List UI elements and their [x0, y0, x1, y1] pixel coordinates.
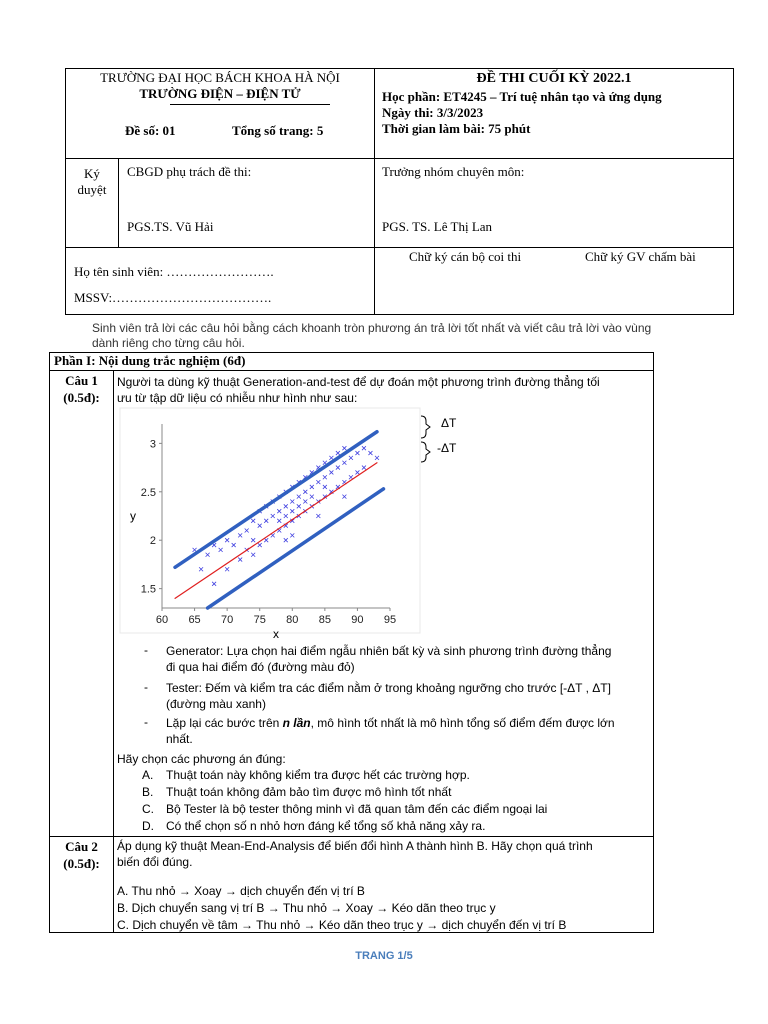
q1-text-line2: ưu từ tập dữ liệu có nhiễu như hình như sau: — [117, 391, 358, 405]
header-table-bottom-border — [65, 314, 734, 315]
header-table-middle-border — [374, 68, 375, 315]
q1-bullet1-line1: Generator: Lựa chọn hai điểm ngẫu nhiên bất kỳ và sinh phương trình đường thẳng — [166, 644, 612, 658]
school-name: TRƯỜNG ĐIỆN – ĐIỆN TỬ — [139, 86, 301, 101]
approval-label-line1: Ký — [84, 166, 100, 181]
total-pages: Tổng số trang: 5 — [232, 123, 324, 138]
y-tick-label: 1.5 — [140, 583, 156, 596]
questions-table-right-border — [653, 352, 654, 933]
x-axis-label: x — [273, 627, 279, 638]
q2-label: Câu 2 — [65, 839, 98, 854]
option-text: Bộ Tester là bộ tester thông minh vì đã quan tâm đến các điểm ngoại lai — [166, 802, 548, 816]
q1-bullet1-line2: đi qua hai điểm đó (đường màu đỏ) — [166, 660, 355, 674]
q1-bullet3-line2: nhất. — [166, 732, 193, 746]
option-key: C. — [142, 802, 154, 816]
part1-title-border — [49, 370, 653, 371]
chart-frame — [120, 408, 420, 633]
page-number: TRANG 1/5 — [355, 950, 413, 962]
scatter-chart — [115, 406, 475, 638]
lower-band-label: -ΔT — [437, 441, 457, 455]
q1-bullet2-line2: (đường màu xanh) — [166, 697, 266, 711]
student-name-field[interactable]: Họ tên sinh viên: ……………………. — [74, 264, 274, 279]
lecturer-role: CBGD phụ trách đề thi: — [127, 164, 252, 179]
header-table-top-border — [65, 68, 734, 69]
bullet3-emphasis: n lần — [282, 716, 311, 730]
approval-label-line2: duyệt — [77, 182, 107, 197]
y-tick-label: 2.5 — [140, 486, 156, 499]
q1-text-line1: Người ta dùng kỹ thuật Generation-and-test để dự đoán một phương trình đường thẳng tối — [117, 375, 600, 389]
header-table-row1-border — [65, 158, 734, 159]
x-tick-label: 90 — [351, 614, 364, 626]
x-tick-label: 85 — [318, 614, 331, 626]
option-text: Thuật toán này không kiểm tra được hết các trường hợp. — [166, 768, 470, 782]
q1-bullet3-line1 — [166, 715, 615, 731]
bullet3-text-post: , mô hình tốt nhất là mô hình tổng số điểm đếm được lớn — [310, 716, 615, 730]
y-tick-label: 2 — [149, 535, 156, 548]
y-axis-label: y — [130, 509, 136, 523]
lecturer-name: PGS.TS. Vũ Hải — [127, 219, 214, 234]
exam-code: Đề số: 01 — [125, 123, 176, 138]
approval-column-border — [118, 158, 119, 248]
q2-option-c[interactable]: C. Dịch chuyển về tâm → Thu nhỏ → Kéo dãn theo trục y → dịch chuyển đến vị trí B — [117, 918, 567, 932]
x-tick-label: 80 — [286, 614, 299, 626]
head-name: PGS. TS. Lê Thị Lan — [382, 219, 493, 234]
exam-duration: Thời gian làm bài: 75 phút — [382, 121, 531, 136]
q2-points: (0.5đ): — [63, 856, 100, 871]
x-tick-label: 70 — [221, 614, 234, 626]
student-id-field[interactable]: MSSV:………………………………. — [74, 290, 272, 305]
q1-option-a[interactable] — [142, 767, 470, 783]
bullet-dash: - — [144, 643, 148, 657]
university-name: TRƯỜNG ĐẠI HỌC BÁCH KHOA HÀ NỘI — [100, 70, 340, 85]
q1-bullet2-line1: Tester: Đếm và kiểm tra các điểm nằm ở trong khoảng ngưỡng cho trước [-ΔT , ΔT] — [166, 681, 611, 695]
q1-points: (0.5đ): — [63, 390, 100, 405]
q2-text-line1: Áp dụng kỹ thuật Mean-End-Analysis để biến đổi hình A thành hình B. Hãy chọn quá trình — [117, 839, 593, 853]
y-tick-label: 3 — [149, 438, 156, 451]
instructions-line2: dành riêng cho từng câu hỏi. — [92, 336, 245, 350]
q1-bottom-border — [49, 836, 653, 837]
x-tick-label: 95 — [383, 614, 397, 626]
option-text: Thuật toán không đảm bảo tìm được mô hình tốt nhất — [166, 785, 452, 799]
approval-label — [66, 166, 118, 198]
part1-title: Phần I: Nội dung trắc nghiệm (6đ) — [54, 353, 246, 368]
proctor-signature-label: Chữ ký cán bộ coi thi — [409, 249, 522, 264]
course-info: Học phần: ET4245 – Trí tuệ nhân tạo và ứng dụng — [382, 89, 662, 104]
q2-option-b[interactable]: B. Dịch chuyển sang vị trí B → Thu nhỏ → Xoay → Kéo dãn theo trục y — [117, 901, 496, 915]
x-tick-label: 60 — [155, 614, 169, 626]
x-tick-label: 65 — [188, 614, 201, 626]
option-key: B. — [142, 785, 154, 799]
question-label-column-border — [113, 370, 114, 933]
q2-option-a[interactable]: A. Thu nhỏ → Xoay → dịch chuyển đến vị trí B — [117, 884, 365, 898]
bullet-dash: - — [144, 680, 148, 694]
option-key: A. — [142, 768, 154, 782]
q1-option-c[interactable] — [142, 801, 548, 817]
option-text: Có thể chọn số n nhỏ hơn đáng kể tổng số khả năng xảy ra. — [166, 819, 486, 833]
header-table-row2-border — [65, 247, 734, 248]
instructions-line1: Sinh viên trả lời các câu hỏi bằng cách khoanh tròn phương án trả lời tốt nhất và viết câu trả lời vào vùng — [92, 321, 652, 335]
grader-signature-label: Chữ ký GV chấm bài — [585, 249, 696, 264]
bullet-dash: - — [144, 715, 148, 729]
q1-option-b[interactable] — [142, 784, 452, 800]
upper-band-label: ΔT — [441, 416, 457, 430]
option-key: D. — [142, 819, 154, 833]
lower-band-brace — [421, 442, 430, 462]
school-underline — [170, 104, 330, 105]
q1-prompt: Hãy chọn các phương án đúng: — [117, 752, 286, 766]
upper-band-brace — [421, 416, 430, 438]
exam-date: Ngày thi: 3/3/2023 — [382, 105, 484, 120]
exam-title: ĐỀ THI CUỐI KỲ 2022.1 — [476, 71, 632, 86]
x-tick-label: 75 — [253, 614, 266, 626]
q1-option-d[interactable] — [142, 818, 486, 834]
q2-text-line2: biến đổi đúng. — [117, 855, 193, 869]
header-table-right-border — [733, 68, 734, 315]
bullet3-text-pre: Lặp lại các bước trên — [166, 716, 283, 730]
head-role: Trưởng nhóm chuyên môn: — [382, 164, 525, 179]
q1-label: Câu 1 — [65, 373, 98, 388]
